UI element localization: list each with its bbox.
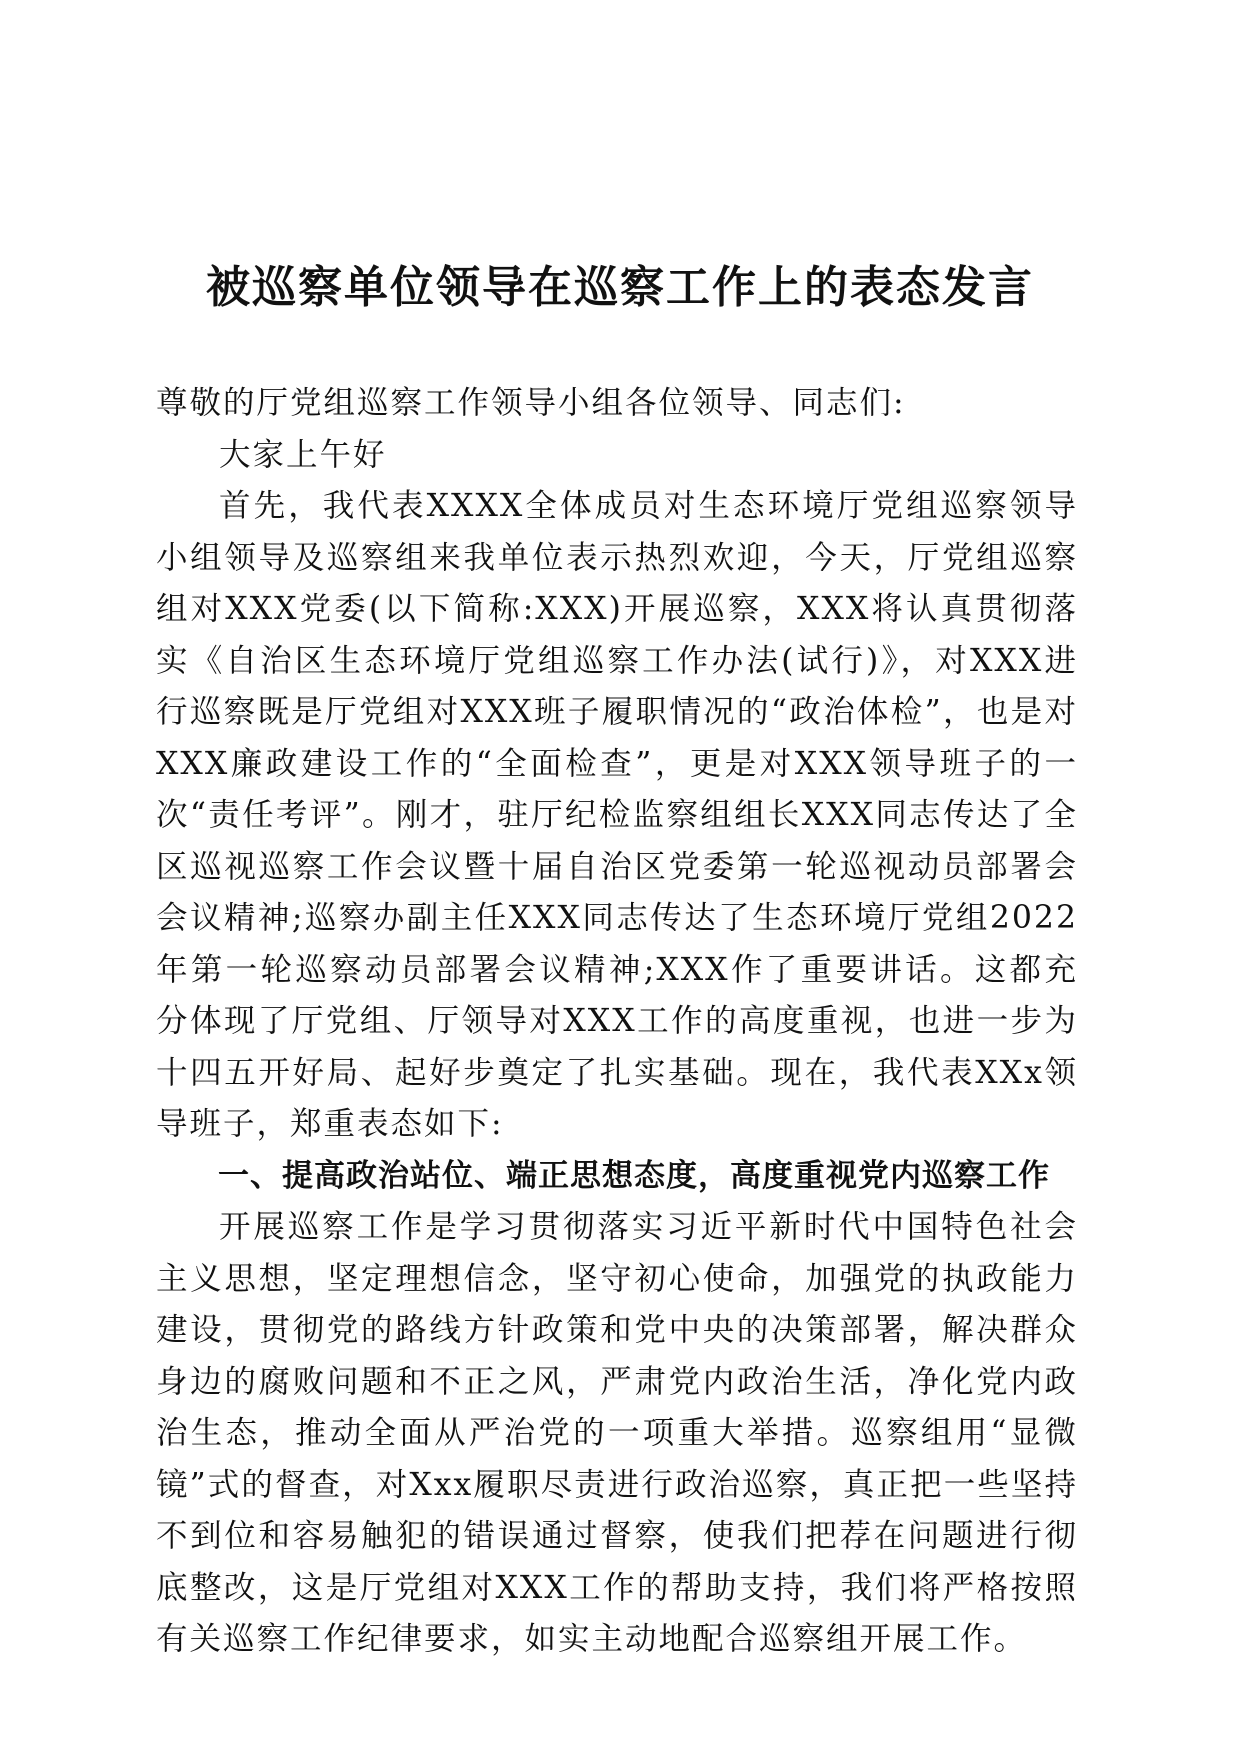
section-heading: 一、提高政治站位、端正思想态度，高度重视党内巡察工作 — [218, 1157, 1050, 1194]
document-title: 被巡察单位领导在巡察工作上的表态发言 — [206, 262, 1034, 313]
section-paragraph: 开展巡察工作是学习贯彻落实习近平新时代中国特色社会主义思想，坚定理想信念，坚守初心使命，加强党的执政能力建设，贯彻党的路线方针政策和党中央的决策部署，解决群众身边的腐败问题和不正之风，严肃党内政治生活，净化党内政治生态，推动全面从严治党的一项重大举措。巡察组用“显微镜”式的督查，对Xxx履职尽责进行政治巡察，真正把一些坚持不到位和容易触犯的错误通过督察，使我们把荐在问题进行彻底整改，这是厅党组对XXX工作的帮助支持，我们将严格按照有关巡察工作纪律要求，如实主动地配合巡察组开展工作。 — [156, 1209, 1078, 1657]
document-body — [156, 378, 1078, 1666]
salutation: 尊敬的厅党组巡察工作领导小组各位领导、同志们: — [156, 385, 906, 421]
greeting: 大家上午好 — [219, 436, 387, 473]
body-paragraph: 首先，我代表XXXX全体成员对生态环境厅党组巡察领导小组领导及巡察组来我单位表示热烈欢迎，今天，厅党组巡察组对XXX党委(以下简称:XXX)开展巡察，XXX将认真贯彻落实《自治区生态环境厅党组巡察工作办法(试行)》，对XXX进行巡察既是厅党组对XXX班子履职情况的“政治体检”，也是对XXX廉政建设工作的“全面检查”，更是对XXX领导班子的一次“责任考评”。刚才，驻厅纪检监察组组长XXX同志传达了全区巡视巡察工作会议暨十届自治区党委第一轮巡视动员部署会会议精神;巡察办副主任XXX同志传达了生态环境厅党组2022年第一轮巡察动员部署会议精神;XXX作了重要讲话。这都充分体现了厅党组、厅领导对XXX工作的高度重视，也进一步为十四五开好局、起好步奠定了扎实基础。现在，我代表XXx领导班子，郑重表态如下: — [156, 488, 1078, 1142]
